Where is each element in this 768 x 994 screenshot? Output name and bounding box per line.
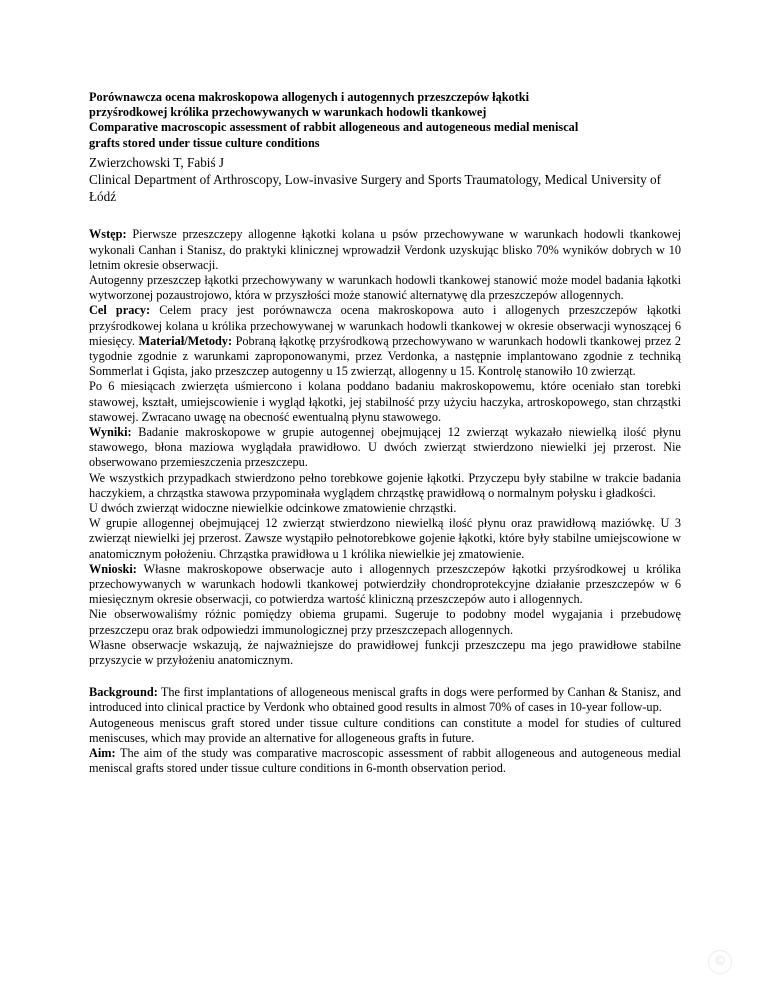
paragraph-obserwacje: Własne obserwacje wskazują, że najważniejsze do prawidłowej funkcji przeszczepu ma jego prawidłowe stabilne przyszycie w przyłożeniu anatomicznym. [89,637,681,667]
title-english-line-1: Comparative macroscopic assessment of rabbit allogeneous and autogeneous medial meniscal [89,120,579,135]
label-cel-pracy: Cel pracy: [89,303,151,318]
paragraph-autogeneous-graft: Autogeneous meniscus graft stored under tissue culture conditions can constitute a model for studies of cultured meniscuses, which may provide an alternative for allogeneous grafts in future. [89,715,681,745]
paragraph-autogenny: Autogenny przeszczep łąkotki przechowywany w warunkach hodowli tkankowej stanowić może model badania łąkotki wytworzonej pozaustrojowo, która w przyszłości może stanowić alternatywę dla przeszczepów allogennych. [89,272,681,303]
label-background: Background: [89,685,158,700]
paragraph-aim [89,746,681,776]
polish-abstract [89,227,681,668]
authors: Zwierzchowski T, Fabiś J [89,154,225,170]
label-material-metody: Materiał/Metody: [138,333,233,348]
paragraph-wyniki [89,425,681,471]
paragraph-cel-pracy [89,303,681,379]
paragraph-wstep [89,227,681,273]
title-english-line-2: grafts stored under tissue culture conditions [89,135,320,150]
label-wyniki: Wyniki: [89,424,132,439]
title-polish-line-2: przyśrodkowej królika przechowywanych w warunkach hodowli tkankowej [89,105,487,120]
paragraph-roznice: Nie obserwowaliśmy różnic pomiędzy obiema grupami. Sugeruje to podobny model wygajania i przebudowę przeszczepu oraz brak odpowiedzi immunologicznej przy przeszczepach allogennych. [89,607,681,637]
text-wstep: Pierwsze przeszczepy allogenne łąkotki kolana u psów przechowywane w warunkach hodowli tkankowej wykonali Canhan i Stanisz, do praktyki klinicznej wprowadził Verdonk uzyskując blisko 70% wyników dobrych w 10 letnim okresie obserwacji. [89,227,681,272]
paragraph-wnioski [89,562,681,608]
label-aim: Aim: [89,746,116,761]
label-wstep: Wstęp: [89,227,127,242]
label-wnioski: Wnioski: [89,561,137,576]
text-background: The first implantations of allogeneous meniscal grafts in dogs were performed by Canhan & Stanisz, and introduced into clinical practice by Verdonk who obtained good results in almost 70% of cases in 10-year follow-up. [89,685,681,715]
paragraph-zmatowienie: U dwóch zwierząt widoczne niewielkie odcinkowe zmatowienie chrząstki. [89,500,457,515]
copyright-watermark-icon: © [708,950,732,974]
text-wnioski: Własne makroskopowe obserwacje auto i allogennych przeszczepów łąkotki przyśrodkowej u królika przechowywanych w warunkach hodowli tkankowej potwierdziły chondroprotekcyjne działanie przeszczepów w 6 miesięcznym okresie obserwacji, co potwierdza wartość kliniczną przeszczepów auto i allogennych. [89,561,681,607]
document-page [89,90,681,776]
paragraph-po-6-miesiacach: Po 6 miesiącach zwierzęta uśmiercono i kolana poddano badaniu makroskopowemu, które oceniało stan torebki stawowej, kształt, umiejscowienie i wygląd łąkotki, jej stabilność przy użyciu haczyka, artroskopowego, stan chrząstki stawowej. Zwracano uwagę na obecność ewentualną płynu stawowego. [89,379,681,424]
paragraph-background [89,685,681,715]
text-material-metody: Pobraną łąkotkę przyśrodkową przechowywano w warunkach hodowli tkankowej przez 2 tygodnie zgodnie z warunkami zaproponowanymi, przez Verdonka, a następnie implantowano zgodnie z techniką Sommerlat i Gqista, jako przeszczep autogenny u 15 zwierząt, allogenny u 15. Kontrolę stanowiło 10 zwierząt. [89,333,682,379]
text-cel-pracy: Celem pracy jest porównawcza ocena makroskopowa auto i allogenych przeszczepów łąkotki przyśrodkowej kolana u królika przechowywanej w warunkach hodowli tkankowej w okresie obserwacji wynoszącej 6 miesięcy. [89,303,681,348]
text-aim: The aim of the study was comparative macroscopic assessment of rabbit allogeneous and autogeneous medial meniscal grafts stored under tissue culture conditions in 6-month observation period. [89,746,681,776]
paragraph-gojenie: We wszystkich przypadkach stwierdzono pełno torebkowe gojenie łąkotki. Przyczepu były stabilne w trakcie badania haczykiem, a chrząstka stawowa przypominała wyglądem chrząstkę prawidłową o normalnym połysku i gładkości. [89,470,681,500]
paragraph-grupa-allogenna: W grupie allogennej obejmującej 12 zwierząt stwierdzono niewielką ilość płynu oraz prawidłową maziówkę. U 3 zwierząt niewielki jej przerost. Zawsze wystąpiło pełnotorebkowe gojenie łąkotki, które były stabilne umiejscowione w anatomicznym położeniu. Chrząstka prawidłowa u 1 królika niewielkie jej zmatowienie. [89,516,681,561]
text-wyniki: Badanie makroskopowe w grupie autogennej obejmującej 12 zwierząt wykazało niewielką ilość płynu stawowego, błona maziowa wyglądała prawidłowo. U dwóch zwierząt stwierdzono niewielki jej przerost. Nie obserwowano przemieszczenia przeszczepu. [89,424,681,470]
title-polish-line-1: Porównawcza ocena makroskopowa allogenych i autogennych przeszczepów łąkotki [89,90,530,104]
english-abstract [89,685,681,776]
affiliation: Clinical Department of Arthroscopy, Low-invasive Surgery and Sports Traumatology, Medical University of Łódź [89,172,661,204]
